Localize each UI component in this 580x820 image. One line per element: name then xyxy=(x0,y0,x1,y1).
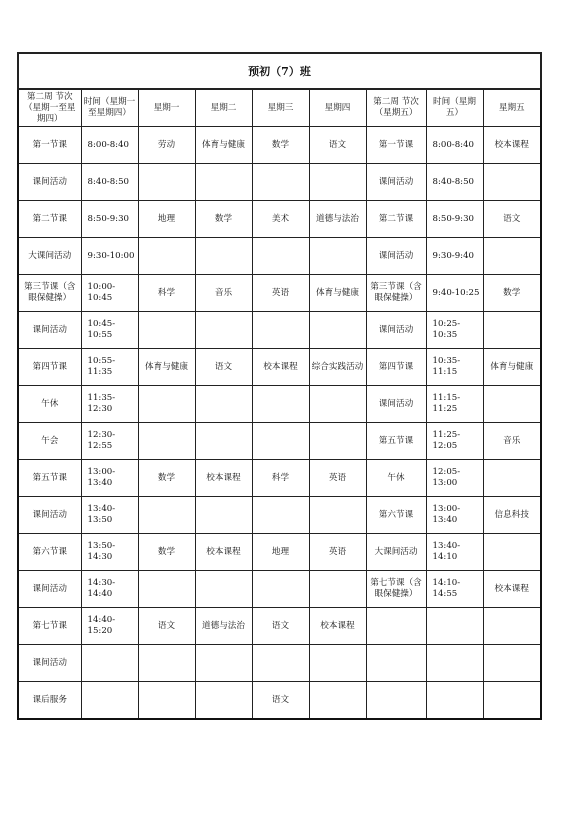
time-cell: 14:30-14:40 xyxy=(81,571,138,608)
subject-cell xyxy=(195,423,252,460)
subject-cell: 综合实践活动 xyxy=(309,349,366,386)
subject-cell xyxy=(138,645,195,682)
subject-cell: 音乐 xyxy=(195,275,252,312)
table-row xyxy=(18,534,541,571)
time-cell: 10:25-10:35 xyxy=(426,312,483,349)
subject-cell xyxy=(309,423,366,460)
subject-cell xyxy=(309,497,366,534)
table-row xyxy=(18,497,541,534)
subject-cell: 校本课程 xyxy=(195,534,252,571)
subject-cell xyxy=(252,571,309,608)
header-cell: 第二周 节次（星期一至星期四） xyxy=(18,89,81,127)
time-cell: 10:35-11:15 xyxy=(426,349,483,386)
subject-cell xyxy=(195,312,252,349)
timetable xyxy=(17,52,542,720)
period-cell xyxy=(366,608,426,645)
subject-cell: 语文 xyxy=(483,201,541,238)
period-cell: 第三节课（含眼保健操） xyxy=(18,275,81,312)
period-cell: 课间活动 xyxy=(18,571,81,608)
header-cell: 星期一 xyxy=(138,89,195,127)
subject-cell: 校本课程 xyxy=(309,608,366,645)
subject-cell xyxy=(138,386,195,423)
header-cell: 时间（星期一至星期四） xyxy=(81,89,138,127)
subject-cell xyxy=(309,164,366,201)
subject-cell xyxy=(195,645,252,682)
time-cell: 13:40-13:50 xyxy=(81,497,138,534)
time-cell: 11:15-11:25 xyxy=(426,386,483,423)
period-cell: 第一节课 xyxy=(366,127,426,164)
subject-cell xyxy=(138,164,195,201)
period-cell: 第三节课（含眼保健操） xyxy=(366,275,426,312)
subject-cell xyxy=(252,423,309,460)
subject-cell: 信息科技 xyxy=(483,497,541,534)
table-row xyxy=(18,460,541,497)
period-cell xyxy=(366,682,426,720)
period-cell: 第二节课 xyxy=(366,201,426,238)
period-cell: 第六节课 xyxy=(18,534,81,571)
subject-cell: 道德与法治 xyxy=(195,608,252,645)
subject-cell xyxy=(483,460,541,497)
period-cell: 第一节课 xyxy=(18,127,81,164)
table-row xyxy=(18,349,541,386)
period-cell: 课间活动 xyxy=(366,238,426,275)
table-row xyxy=(18,201,541,238)
period-cell: 课间活动 xyxy=(18,164,81,201)
period-cell: 大课间活动 xyxy=(366,534,426,571)
subject-cell: 体育与健康 xyxy=(195,127,252,164)
subject-cell xyxy=(309,682,366,720)
header-cell: 星期五 xyxy=(483,89,541,127)
period-cell: 午休 xyxy=(366,460,426,497)
time-cell xyxy=(81,682,138,720)
table-row xyxy=(18,275,541,312)
time-cell: 14:10-14:55 xyxy=(426,571,483,608)
subject-cell xyxy=(483,534,541,571)
subject-cell xyxy=(195,386,252,423)
subject-cell xyxy=(138,423,195,460)
time-cell: 11:35-12:30 xyxy=(81,386,138,423)
subject-cell xyxy=(483,386,541,423)
subject-cell xyxy=(483,164,541,201)
subject-cell: 科学 xyxy=(138,275,195,312)
subject-cell: 英语 xyxy=(309,460,366,497)
subject-cell: 地理 xyxy=(138,201,195,238)
header-row xyxy=(18,89,541,127)
header-cell: 时间（星期五） xyxy=(426,89,483,127)
subject-cell: 音乐 xyxy=(483,423,541,460)
subject-cell xyxy=(309,238,366,275)
period-cell: 课间活动 xyxy=(18,312,81,349)
header-cell: 第二周 节次（星期五） xyxy=(366,89,426,127)
time-cell xyxy=(426,645,483,682)
subject-cell: 数学 xyxy=(138,460,195,497)
table-row xyxy=(18,127,541,164)
time-cell xyxy=(426,682,483,720)
table-row xyxy=(18,571,541,608)
time-cell: 14:40-15:20 xyxy=(81,608,138,645)
time-cell: 12:05-13:00 xyxy=(426,460,483,497)
period-cell: 第四节课 xyxy=(366,349,426,386)
time-cell: 11:25-12:05 xyxy=(426,423,483,460)
subject-cell xyxy=(483,608,541,645)
subject-cell xyxy=(252,164,309,201)
time-cell xyxy=(426,608,483,645)
period-cell: 第七节课 xyxy=(18,608,81,645)
time-cell: 9:30-10:00 xyxy=(81,238,138,275)
subject-cell xyxy=(252,386,309,423)
period-cell: 第七节课（含眼保健操） xyxy=(366,571,426,608)
subject-cell: 体育与健康 xyxy=(483,349,541,386)
time-cell: 13:40-14:10 xyxy=(426,534,483,571)
subject-cell: 语文 xyxy=(252,682,309,720)
subject-cell: 校本课程 xyxy=(483,571,541,608)
subject-cell: 校本课程 xyxy=(483,127,541,164)
subject-cell: 地理 xyxy=(252,534,309,571)
time-cell xyxy=(81,645,138,682)
period-cell: 午休 xyxy=(18,386,81,423)
subject-cell xyxy=(138,312,195,349)
subject-cell xyxy=(483,312,541,349)
subject-cell: 语文 xyxy=(138,608,195,645)
time-cell: 8:50-9:30 xyxy=(81,201,138,238)
period-cell: 课后服务 xyxy=(18,682,81,720)
subject-cell xyxy=(483,238,541,275)
period-cell: 课间活动 xyxy=(18,497,81,534)
table-row xyxy=(18,423,541,460)
subject-cell: 语文 xyxy=(195,349,252,386)
subject-cell xyxy=(252,645,309,682)
subject-cell: 道德与法治 xyxy=(309,201,366,238)
time-cell: 13:00-13:40 xyxy=(81,460,138,497)
table-row xyxy=(18,645,541,682)
period-cell: 第二节课 xyxy=(18,201,81,238)
time-cell: 13:00-13:40 xyxy=(426,497,483,534)
subject-cell xyxy=(309,645,366,682)
period-cell: 课间活动 xyxy=(366,312,426,349)
subject-cell: 美术 xyxy=(252,201,309,238)
time-cell: 13:50-14:30 xyxy=(81,534,138,571)
subject-cell: 数学 xyxy=(483,275,541,312)
header-cell: 星期四 xyxy=(309,89,366,127)
time-cell: 8:40-8:50 xyxy=(81,164,138,201)
header-cell: 星期二 xyxy=(195,89,252,127)
subject-cell xyxy=(138,571,195,608)
subject-cell xyxy=(309,571,366,608)
subject-cell: 校本课程 xyxy=(252,349,309,386)
table-row xyxy=(18,386,541,423)
table-row xyxy=(18,608,541,645)
subject-cell xyxy=(483,645,541,682)
subject-cell xyxy=(138,682,195,720)
subject-cell: 语文 xyxy=(309,127,366,164)
subject-cell: 语文 xyxy=(252,608,309,645)
period-cell: 第四节课 xyxy=(18,349,81,386)
subject-cell: 科学 xyxy=(252,460,309,497)
subject-cell: 校本课程 xyxy=(195,460,252,497)
subject-cell: 数学 xyxy=(138,534,195,571)
subject-cell xyxy=(252,238,309,275)
subject-cell xyxy=(309,312,366,349)
table-row xyxy=(18,164,541,201)
subject-cell xyxy=(195,682,252,720)
title-row xyxy=(18,53,541,89)
period-cell: 第五节课 xyxy=(366,423,426,460)
period-cell: 第五节课 xyxy=(18,460,81,497)
time-cell: 8:40-8:50 xyxy=(426,164,483,201)
subject-cell xyxy=(138,497,195,534)
time-cell: 8:00-8:40 xyxy=(81,127,138,164)
period-cell xyxy=(366,645,426,682)
table-row xyxy=(18,682,541,720)
subject-cell: 体育与健康 xyxy=(138,349,195,386)
time-cell: 8:00-8:40 xyxy=(426,127,483,164)
period-cell: 课间活动 xyxy=(18,645,81,682)
subject-cell: 数学 xyxy=(195,201,252,238)
timetable-title: 预初（7）班 xyxy=(18,53,541,89)
time-cell: 12:30-12:55 xyxy=(81,423,138,460)
time-cell: 10:00-10:45 xyxy=(81,275,138,312)
time-cell: 9:40-10:25 xyxy=(426,275,483,312)
subject-cell: 英语 xyxy=(309,534,366,571)
subject-cell: 数学 xyxy=(252,127,309,164)
subject-cell: 劳动 xyxy=(138,127,195,164)
period-cell: 午会 xyxy=(18,423,81,460)
timetable-sheet xyxy=(17,52,540,720)
period-cell: 课间活动 xyxy=(366,164,426,201)
subject-cell xyxy=(195,238,252,275)
time-cell: 9:30-9:40 xyxy=(426,238,483,275)
subject-cell xyxy=(195,164,252,201)
subject-cell xyxy=(483,682,541,720)
subject-cell xyxy=(309,386,366,423)
subject-cell xyxy=(195,497,252,534)
time-cell: 8:50-9:30 xyxy=(426,201,483,238)
table-row xyxy=(18,312,541,349)
subject-cell: 体育与健康 xyxy=(309,275,366,312)
period-cell: 第六节课 xyxy=(366,497,426,534)
time-cell: 10:55-11:35 xyxy=(81,349,138,386)
header-cell: 星期三 xyxy=(252,89,309,127)
period-cell: 大课间活动 xyxy=(18,238,81,275)
subject-cell xyxy=(138,238,195,275)
period-cell: 课间活动 xyxy=(366,386,426,423)
table-row xyxy=(18,238,541,275)
subject-cell xyxy=(195,571,252,608)
subject-cell xyxy=(252,312,309,349)
subject-cell xyxy=(252,497,309,534)
time-cell: 10:45-10:55 xyxy=(81,312,138,349)
subject-cell: 英语 xyxy=(252,275,309,312)
